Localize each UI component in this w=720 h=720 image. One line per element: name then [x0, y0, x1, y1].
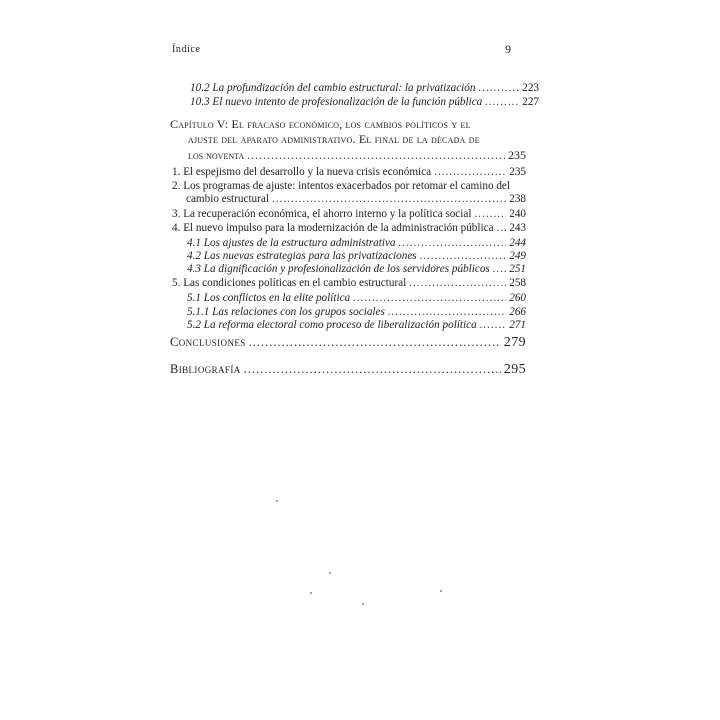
toc-entry-text: 4. El nuevo impulso para la modernización de la administración pública: [172, 222, 494, 234]
chapter-heading-line-1: Capítulo V: El fracaso económico, los cambios políticos y el: [170, 117, 471, 131]
toc-entry-page: 249: [509, 250, 526, 262]
toc-entry-section-2-line-1: 2. Los programas de ajuste: intentos exacerbados por retomar el camino del: [172, 180, 510, 192]
toc-entry-text: cambio estructural: [186, 193, 269, 205]
toc-entry-bibliografia: [170, 363, 526, 376]
toc-entry-page: 258: [509, 277, 526, 289]
toc-entry-5-1: [187, 292, 526, 305]
toc-entry-text: 1. El espejismo del desarrollo y la nueva crisis económica: [172, 166, 432, 178]
toc-entry-text: 4.3 La dignificación y profesionalización de los servidores públicos: [187, 263, 490, 275]
toc-entry-10-3: [190, 96, 539, 109]
toc-entry-text: 5.1 Los conflictos en la elite política: [187, 292, 351, 304]
toc-entry-page: 271: [509, 319, 526, 331]
leader-dots: [272, 193, 506, 206]
scan-speck: [329, 572, 331, 574]
leader-dots: [244, 363, 501, 376]
toc-entry-5-1-1: [187, 306, 526, 319]
leader-dots: [434, 166, 506, 179]
toc-entry-4-3: [187, 263, 526, 276]
page-number: 9: [505, 42, 511, 56]
toc-entry-page: 243: [509, 222, 526, 234]
running-header-title: Índice: [172, 44, 201, 55]
leader-dots: [485, 96, 519, 109]
scan-speck: [362, 603, 364, 605]
toc-entry-page: 227: [522, 96, 539, 108]
toc-entry-text: 4.2 Las nuevas estrategias para las privatizaciones: [187, 250, 417, 262]
leader-dots: [478, 82, 519, 95]
toc-entry-page: 279: [503, 335, 526, 350]
toc-entry-section-4: [172, 222, 526, 235]
leader-dots: [247, 149, 505, 162]
toc-entry-text: 3. La recuperación económica, el ahorro interno y la política social: [172, 208, 472, 220]
chapter-heading-text: los noventa: [188, 148, 245, 162]
scan-speck: [310, 592, 312, 594]
leader-dots: [474, 208, 506, 221]
chapter-heading-line-2: ajuste del aparato administrativo. El final de la década de: [188, 132, 480, 146]
toc-entry-text: Conclusiones: [170, 335, 246, 349]
toc-entry-page: 238: [509, 193, 526, 205]
toc-entry-section-2-line-2: [186, 193, 526, 206]
toc-entry-text: 5.1.1 Las relaciones con los grupos sociales: [187, 306, 385, 318]
toc-entry-text: 10.2 La profundización del cambio estructural: la privatización: [190, 82, 476, 94]
leader-dots: [493, 263, 506, 276]
toc-entry-text: 10.3 El nuevo intento de profesionalización de la función pública: [190, 96, 483, 108]
toc-entry-page: 266: [509, 306, 526, 318]
toc-entry-text: 4.1 Los ajustes de la estructura administrativa: [187, 237, 396, 249]
leader-dots: [353, 292, 506, 305]
scan-speck: [440, 590, 442, 592]
toc-entry-page: 260: [509, 292, 526, 304]
toc-entry-section-5: [172, 277, 526, 290]
toc-entry-section-3: [172, 208, 526, 221]
toc-entry-conclusiones: [170, 336, 526, 349]
toc-entry-page: 223: [522, 82, 539, 94]
toc-entry-page: 295: [503, 362, 526, 377]
toc-entry-4-2: [187, 250, 526, 263]
toc-entry-section-1: [172, 166, 526, 179]
toc-entry-page: 240: [509, 208, 526, 220]
leader-dots: [249, 336, 501, 349]
leader-dots: [497, 222, 507, 235]
toc-entry-text: 5. Las condiciones políticas en el cambio estructural: [172, 277, 407, 289]
toc-entry-4-1: [187, 237, 526, 250]
leader-dots: [388, 306, 506, 319]
toc-entry-page: 251: [509, 263, 526, 275]
leader-dots: [480, 319, 507, 332]
toc-entry-5-2: [187, 319, 526, 332]
chapter-page: 235: [508, 148, 526, 162]
leader-dots: [409, 277, 506, 290]
toc-entry-text: Bibliografía: [170, 362, 241, 376]
toc-entry-page: 235: [509, 166, 526, 178]
leader-dots: [399, 237, 507, 250]
chapter-heading: [170, 117, 530, 147]
toc-entry-text: 5.2 La reforma electoral como proceso de liberalización política: [187, 319, 477, 331]
toc-entry-10-2: [190, 82, 539, 95]
toc-entry-page: 244: [509, 237, 526, 249]
leader-dots: [420, 250, 507, 263]
chapter-heading-line-3: [188, 149, 526, 162]
scan-speck: [276, 500, 278, 502]
